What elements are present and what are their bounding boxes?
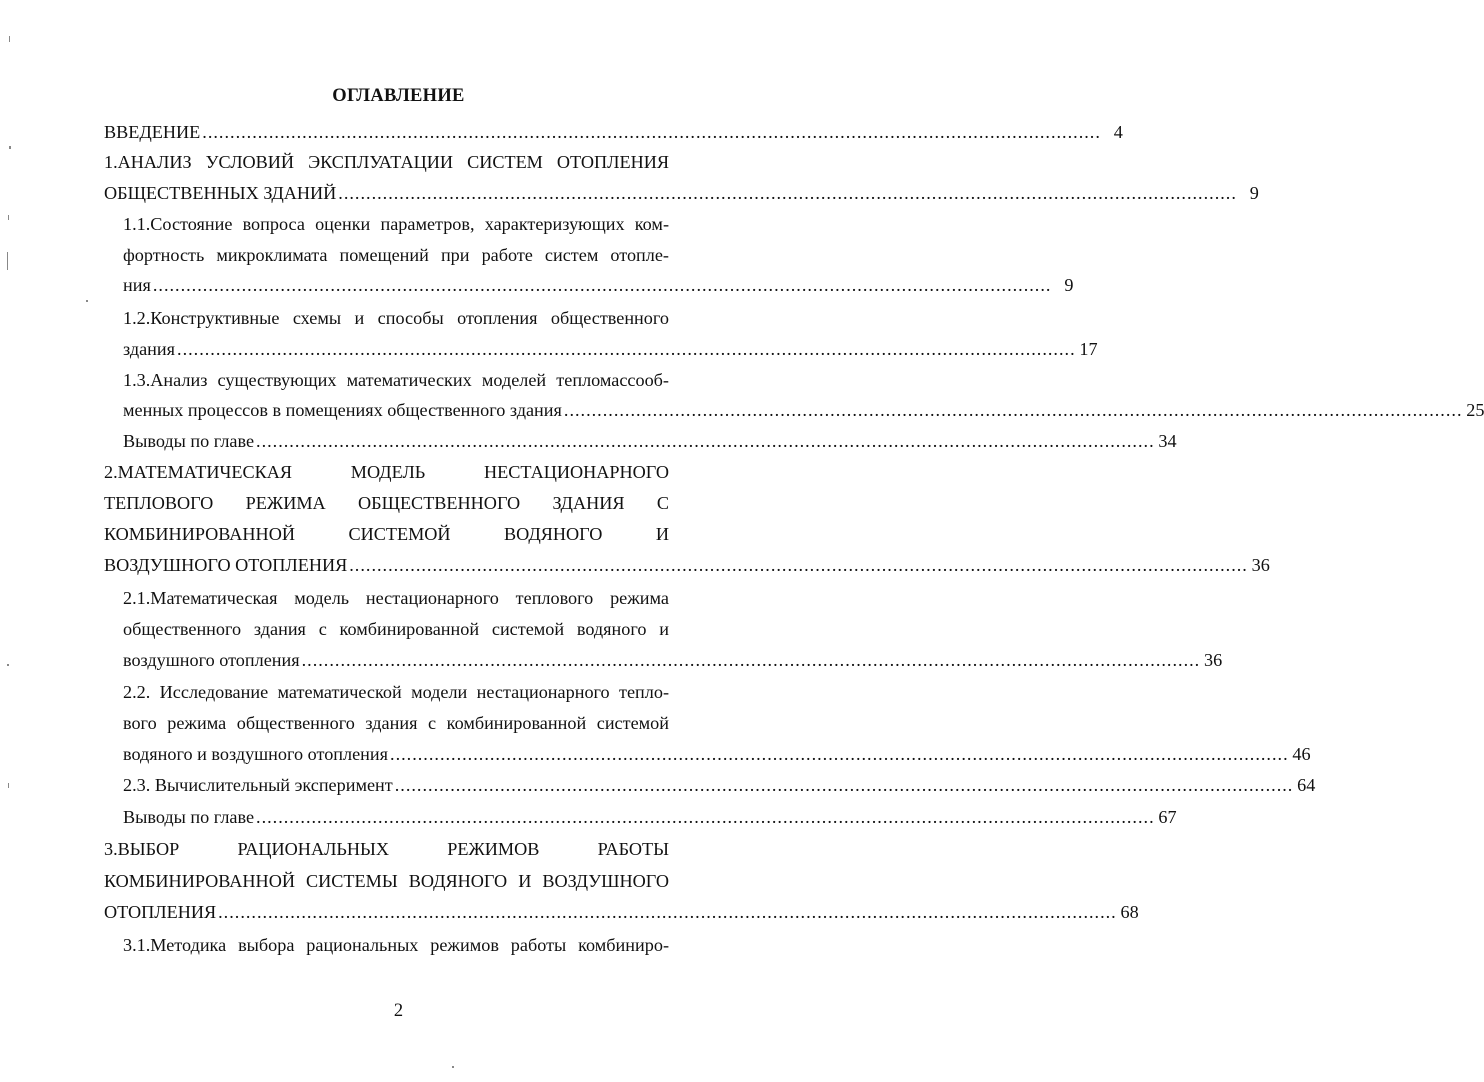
toc-entry-section-2-2-line-3 [123,740,1311,768]
toc-entry-text: Выводы по главе [123,431,255,451]
toc-leader-dots: .................................................................................................................................................................. [394,775,1294,795]
toc-entry-page: 34 [1158,431,1177,451]
scan-speck [8,215,9,220]
toc-leader-dots: .................................................................................................................................................................. [256,431,1155,451]
toc-leader-dots: .................................................................................................................................................................. [301,650,1201,670]
toc-entry-page: 4 [1113,122,1123,142]
toc-entry-chapter-1-line-1: 1.АНАЛИЗ УСЛОВИЙ ЭКСПЛУАТАЦИИ СИСТЕМ ОТОПЛЕНИЯ [104,152,669,172]
toc-entry-chapter-2-line-2: ТЕПЛОВОГО РЕЖИМА ОБЩЕСТВЕННОГО ЗДАНИЯ С [104,493,669,513]
toc-leader-dots: .................................................................................................................................................................. [563,400,1463,420]
toc-entry-section-2-2-line-1: 2.2. Исследование математической модели нестационарного тепло- [123,682,669,702]
toc-leader-dots: .................................................................................................................................................................. [152,275,1052,295]
scan-speck [86,300,88,302]
toc-entry-text: Выводы по главе [123,807,255,827]
toc-entry-section-1-3-line-2 [123,396,1484,424]
scan-speck [7,664,9,666]
scan-speck [8,783,9,788]
page-number: 2 [393,1001,404,1021]
toc-entry-page: 64 [1297,775,1316,795]
toc-entry-text: 2.3. Вычислительный эксперимент [123,775,393,795]
toc-entry-page: 9 [1249,183,1259,203]
toc-entry-chapter-1-line-2 [104,179,1259,207]
toc-leader-dots: .................................................................................................................................................................. [349,555,1248,575]
toc-entry-text: воздушного отопления [123,650,300,670]
toc-entry-page: 36 [1251,555,1270,575]
toc-entry-page: 25 [1466,400,1484,420]
toc-entry-section-1-3-line-1: 1.3.Анализ существующих математических моделей тепломассооб- [123,370,669,390]
toc-entry-introduction [104,118,1123,146]
toc-entry-section-2-2-line-2: вого режима общественного здания с комбинированной системой [123,713,669,733]
toc-entry-chapter-2-line-4 [104,551,1270,579]
scan-speck [7,252,8,270]
toc-entry-chapter-3-line-2: КОМБИНИРОВАННОЙ СИСТЕМЫ ВОДЯНОГО И ВОЗДУШНОГО [104,871,669,891]
toc-entry-page: 17 [1079,339,1098,359]
toc-entry-section-1-1-line-2: фортность микроклимата помещений при работе систем отопле- [123,245,669,265]
toc-leader-dots: .................................................................................................................................................................. [218,902,1117,922]
toc-entry-page: 36 [1204,650,1223,670]
toc-entry-chapter-2-line-3: КОМБИНИРОВАННОЙ СИСТЕМОЙ ВОДЯНОГО И [104,524,669,544]
scan-speck [9,36,10,42]
scan-speck [452,1066,454,1068]
toc-title: ОГЛАВЛЕНИЕ [332,86,465,106]
toc-entry-section-2-1-line-1: 2.1.Математическая модель нестационарного теплового режима [123,588,669,608]
scan-speck [9,146,11,149]
toc-entry-chapter-3-line-1: 3.ВЫБОР РАЦИОНАЛЬНЫХ РЕЖИМОВ РАБОТЫ [104,839,669,859]
toc-entry-section-3-1-line-1: 3.1.Методика выбора рациональных режимов работы комбиниро- [123,935,669,955]
toc-leader-dots: .................................................................................................................................................................. [202,122,1101,142]
toc-entry-text: менных процессов в помещениях общественного здания [123,400,562,420]
toc-leader-dots: .................................................................................................................................................................. [338,183,1237,203]
toc-entry-chapter-2-conclusions [123,803,1177,831]
toc-entry-page: 46 [1292,744,1311,764]
toc-entry-page: 9 [1064,275,1074,295]
toc-entry-text: ния [123,275,151,295]
toc-entry-section-1-2-line-1: 1.2.Конструктивные схемы и способы отопления общественного [123,308,669,328]
toc-entry-text: водяного и воздушного отопления [123,744,389,764]
toc-entry-page: 68 [1120,902,1139,922]
toc-entry-section-2-1-line-3 [123,646,1223,674]
toc-entry-section-1-2-line-2 [123,335,1098,363]
toc-entry-chapter-1-conclusions [123,427,1177,455]
toc-leader-dots: .................................................................................................................................................................. [177,339,1076,359]
toc-entry-section-2-3 [123,771,1316,799]
toc-leader-dots: .................................................................................................................................................................. [390,744,1289,764]
toc-entry-text: ВОЗДУШНОГО ОТОПЛЕНИЯ [104,555,348,575]
toc-entry-section-1-1-line-1: 1.1.Состояние вопроса оценки параметров, характеризующих ком- [123,214,669,234]
toc-entry-text: ОТОПЛЕНИЯ [104,902,217,922]
toc-entry-section-1-1-line-3 [123,271,1074,299]
toc-entry-section-2-1-line-2: общественного здания с комбинированной системой водяного и [123,619,669,639]
toc-entry-chapter-3-line-3 [104,898,1139,926]
toc-leader-dots: .................................................................................................................................................................. [256,807,1155,827]
toc-entry-chapter-2-line-1: 2.МАТЕМАТИЧЕСКАЯ МОДЕЛЬ НЕСТАЦИОНАРНОГО [104,462,669,482]
toc-entry-page: 67 [1158,807,1177,827]
toc-entry-text: здания [123,339,176,359]
toc-entry-text: ОБЩЕСТВЕННЫХ ЗДАНИЙ [104,183,337,203]
toc-entry-text: ВВЕДЕНИЕ [104,122,201,142]
